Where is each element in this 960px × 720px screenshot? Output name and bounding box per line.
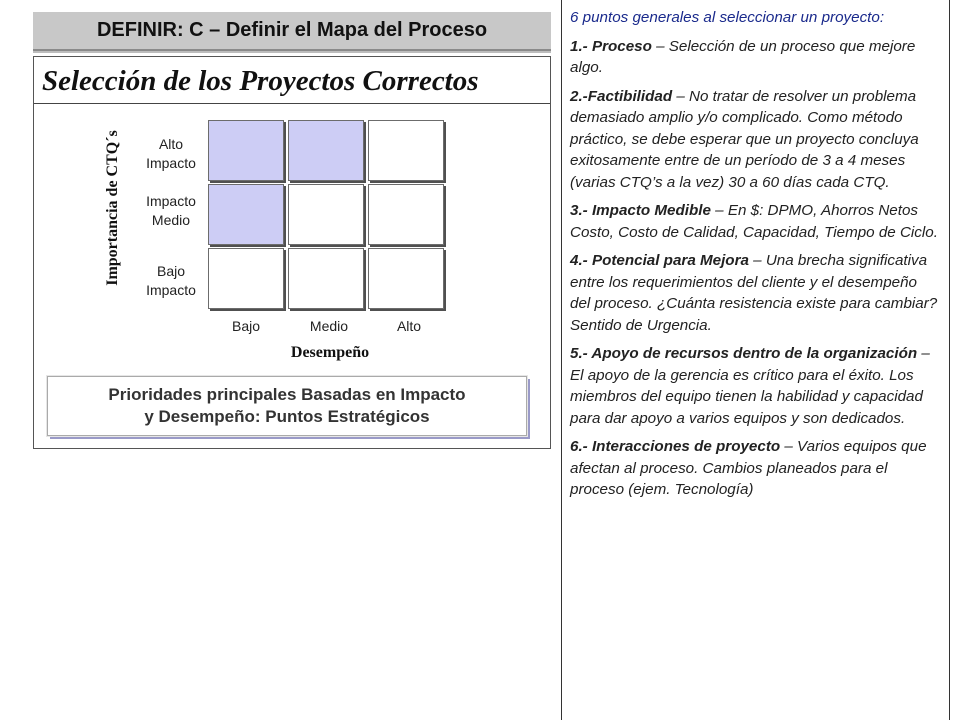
criteria-panel	[561, 0, 950, 720]
header-bar	[33, 12, 551, 51]
criteria-item-5	[570, 343, 941, 429]
y-label-high-line2: Impacto	[146, 155, 196, 171]
criteria-item-6-title: 6.- Interacciones de proyecto	[570, 438, 781, 455]
matrix-cell-low-medium	[288, 248, 364, 309]
panel-title: Selección de los Proyectos Correctos	[42, 65, 479, 97]
header-title: DEFINIR: C – Definir el Mapa del Proceso	[96, 19, 488, 41]
panel-divider	[34, 103, 550, 104]
matrix-cell-high-low	[208, 120, 284, 181]
criteria-item-6	[570, 436, 941, 501]
criteria-item-5-title: 5.- Apoyo de recursos dentro de la organización	[570, 345, 918, 362]
matrix-cell-medium-low	[208, 184, 284, 245]
matrix-cell-high-high	[368, 120, 444, 181]
criteria-item-3-title: 3.- Impacto Medible	[570, 202, 711, 219]
criteria-item-4	[570, 250, 941, 336]
priority-box-line1: Prioridades principales Basadas en Impacto	[108, 385, 466, 404]
priority-matrix	[208, 120, 448, 316]
y-axis-title: Importancia de CTQ´s	[104, 130, 121, 286]
matrix-cell-low-low	[208, 248, 284, 309]
criteria-item-3	[570, 200, 941, 243]
y-label-medium-line2: Medio	[151, 212, 191, 228]
matrix-cell-medium-high	[368, 184, 444, 245]
criteria-item-3-text: – En $: DPMO, Ahorros Netos Costo, Costo de Calidad, Capacidad, Tiempo de Ciclo.	[570, 202, 938, 241]
x-label-low: Bajo	[231, 318, 261, 334]
y-label-low-line1: Bajo	[156, 263, 186, 279]
criteria-item-1-title: 1.- Proceso	[570, 37, 652, 55]
matrix-cell-low-high	[368, 248, 444, 309]
criteria-item-2	[570, 86, 941, 194]
criteria-item-4-title: 4.- Potencial para Mejora	[570, 252, 749, 269]
y-label-low-line2: Impacto	[146, 282, 196, 298]
x-label-high: Alto	[396, 318, 422, 334]
y-label-medium	[136, 192, 206, 230]
matrix-cell-medium-medium	[288, 184, 364, 245]
criteria-item-6-text: – Varios equipos que afectan al proceso. Cambios planeados para el proceso (ejem. Tecnología)	[570, 438, 927, 498]
criteria-item-2-title: 2.-Factibilidad	[570, 87, 673, 105]
y-label-high-line1: Alto	[158, 136, 184, 152]
y-label-medium-line1: Impacto	[146, 193, 196, 209]
criteria-item-1	[570, 36, 941, 79]
criteria-item-1-text: – Selección de un proceso que mejore algo.	[570, 37, 916, 76]
criteria-item-5-text: – El apoyo de la gerencia es crítico para el éxito. Los miembros del equipo tienen la habilidad y capacidad para dar apoyo a varios equipos y son dedicados.	[570, 345, 930, 427]
y-label-high	[136, 135, 206, 173]
matrix-cell-high-medium	[288, 120, 364, 181]
criteria-item-4-text: – Una brecha significativa entre los requerimientos del cliente y el desempeño del proceso. ¿Cuánta resistencia existe para cambiar? Sentido de Urgencia.	[570, 252, 938, 334]
priority-box-line2: y Desempeño: Puntos Estratégicos	[144, 407, 430, 426]
x-label-medium: Medio	[309, 318, 349, 334]
priority-box	[47, 376, 527, 436]
x-axis-title: Desempeño	[290, 344, 370, 361]
criteria-item-2-text: – No tratar de resolver un problema demasiado amplio y/o complicado. Como método práctico, se debe esperar que un proyecto concluya exitosamente entre de un período de 3 a 4 meses (varias CTQ’s a la vez) 30 a 60 días cada CTQ.	[570, 87, 919, 191]
y-label-low	[136, 262, 206, 300]
criteria-intro: 6 puntos generales al seleccionar un proyecto:	[570, 9, 885, 26]
